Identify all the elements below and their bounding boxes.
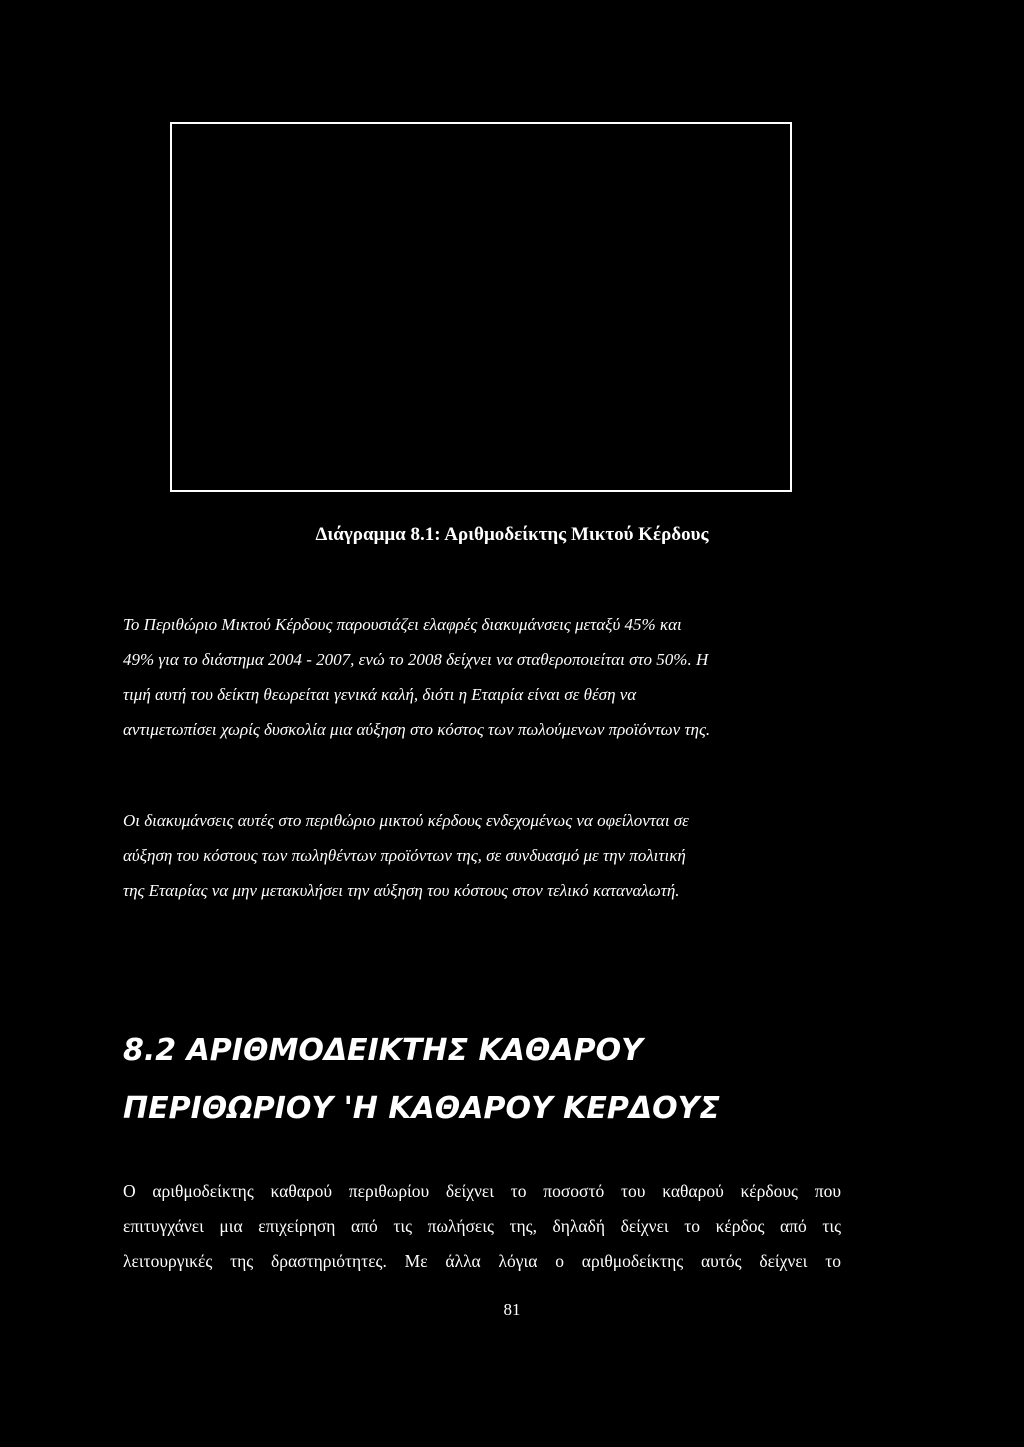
paragraph-net-margin [123, 1174, 841, 1279]
text-line: τιμή αυτή του δείκτη θεωρείται γενικά καλή, διότι η Εταιρία είναι σε θέση να [123, 685, 637, 704]
text-line: λειτουργικές της δραστηριότητες. Με άλλα λόγια ο αριθμοδείκτης αυτός δείχνει το [123, 1251, 841, 1271]
page-number: 81 [503, 1300, 521, 1319]
chart-frame [170, 122, 792, 492]
text-line: Οι διακυμάνσεις αυτές στο περιθώριο μικτού κέρδους ενδεχομένως να οφείλονται σε [123, 811, 689, 830]
heading-line: ΠΕΡΙΘΩΡΙΟΥ 'Η ΚΑΘΑΡΟΥ ΚΕΡΔΟΥΣ [123, 1091, 720, 1126]
paragraph-gross-margin [123, 607, 841, 747]
paragraph-fluctuations [123, 803, 841, 908]
section-heading [123, 1022, 883, 1138]
heading-line: 8.2 ΑΡΙΘΜΟΔΕΙΚΤΗΣ ΚΑΘΑΡΟΥ [123, 1033, 643, 1068]
text-line: 49% για το διάστημα 2004 - 2007, ενώ το 2008 δείχνει να σταθεροποιείται στο 50%. Η [123, 650, 709, 669]
text-line: αύξηση του κόστους των πωληθέντων προϊόντων της, σε συνδυασμό με την πολιτική [123, 846, 686, 865]
text-line: Ο αριθμοδείκτης καθαρού περιθωρίου δείχνει το ποσοστό του καθαρού κέρδους που [123, 1181, 841, 1201]
text-line: της Εταιρίας να μην μετακυλήσει την αύξηση του κόστους στον τελικό καταναλωτή. [123, 881, 680, 900]
text-line: Το Περιθώριο Μικτού Κέρδους παρουσιάζει ελαφρές διακυμάνσεις μεταξύ 45% και [123, 615, 682, 634]
text-line: επιτυγχάνει μια επιχείρηση από τις πωλήσεις της, δηλαδή δείχνει το κέρδος από τις [123, 1216, 841, 1236]
figure-caption: Διάγραμμα 8.1: Αριθμοδείκτης Μικτού Κέρδους [315, 524, 709, 545]
text-line: αντιμετωπίσει χωρίς δυσκολία μια αύξηση στο κόστος των πωλούμενων προϊόντων της. [123, 720, 711, 739]
